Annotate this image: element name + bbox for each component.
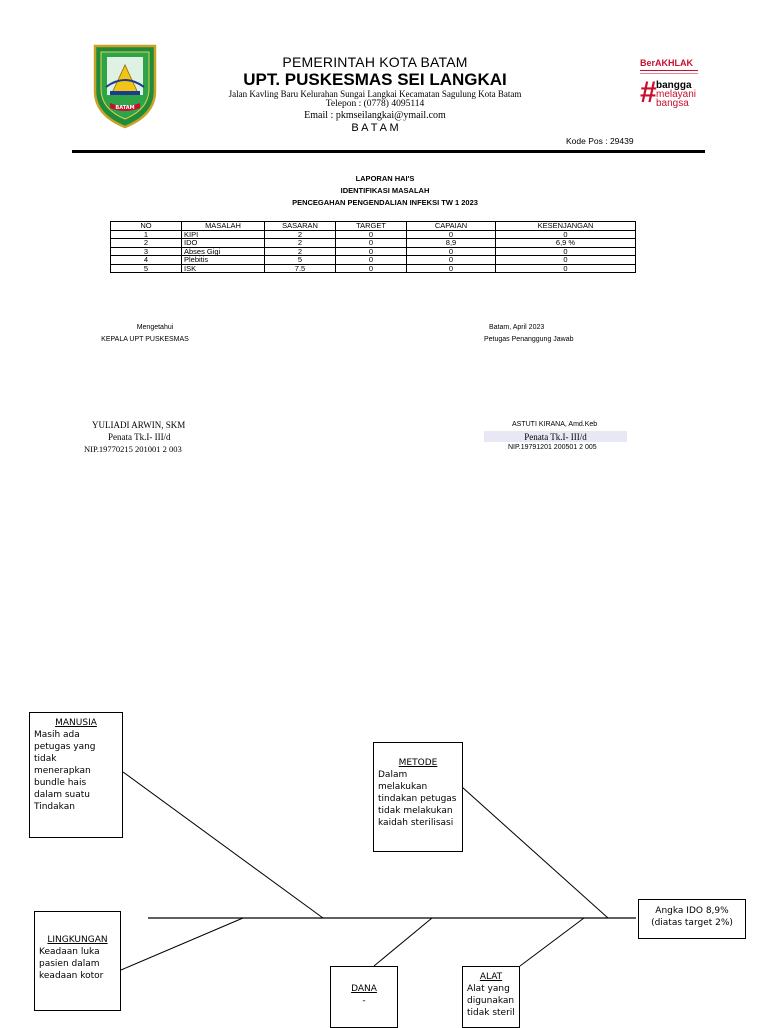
header-city: B A T A M	[351, 122, 399, 134]
cell-masalah: Plebitis	[182, 256, 265, 265]
header-gov: PEMERINTAH KOTA BATAM	[282, 54, 468, 70]
box-manusia	[29, 712, 123, 838]
cell-capaian: 0	[407, 256, 496, 265]
box-dana	[330, 966, 398, 1028]
cell-sasaran: 7.5	[265, 264, 336, 273]
bone-alat	[520, 918, 584, 966]
box-alat	[462, 966, 520, 1028]
cell-capaian: 0	[407, 230, 496, 239]
effect-line1: Angka IDO 8,9%	[655, 906, 729, 916]
sig-right-rank: Penata Tk.I- III/d	[524, 432, 587, 442]
cell-masalah: ISK	[182, 264, 265, 273]
dana-text: -	[362, 996, 366, 1006]
sig-left-name: YULIADI ARWIN, SKM	[92, 420, 186, 430]
bangga-line3: bangsa	[656, 98, 689, 109]
cell-target: 0	[336, 239, 407, 248]
lingkungan-text: Keadaan luka pasien dalam keadaan kotor	[39, 947, 104, 981]
report-title-1: LAPORAN HAI'S	[355, 174, 415, 183]
manusia-text: Masih ada petugas yang tidak menerapkan bundle hais dalam suatu Tindakan	[34, 730, 96, 812]
manusia-title: MANUSIA	[55, 718, 97, 728]
cell-kesenjangan: 0	[496, 247, 636, 256]
cell-target: 0	[336, 247, 407, 256]
sig-right-label1: Batam, April 2023	[489, 324, 545, 331]
bone-lingkungan	[121, 918, 243, 970]
cell-capaian: 0	[407, 247, 496, 256]
box-lingkungan	[34, 911, 121, 1011]
dana-title: DANA	[351, 984, 377, 994]
bone-manusia	[123, 772, 323, 918]
th-no: NO	[111, 222, 182, 231]
cell-kesenjangan: 0	[496, 256, 636, 265]
metode-text: Dalam melakukan tindakan petugas tidak melakukan kaidah sterilisasi	[378, 770, 457, 828]
sig-right-label2: Petugas Penanggung Jawab	[484, 336, 574, 343]
sig-left-label2: KEPALA UPT PUSKESMAS	[101, 336, 189, 343]
cell-capaian: 0	[407, 264, 496, 273]
sig-right-nip: NIP.19791201 200501 2 005	[508, 444, 597, 451]
cell-kesenjangan: 0	[496, 264, 636, 273]
cell-target: 0	[336, 230, 407, 239]
cell-no: 2	[111, 239, 182, 248]
report-title-2: IDENTIFIKASI MASALAH	[340, 186, 430, 195]
lingkungan-title: LINGKUNGAN	[47, 935, 108, 945]
box-effect	[638, 899, 746, 939]
header-address: Jalan Kavling Baru Kelurahan Sungai Langkai Kecamatan Sagulung Kota Batam	[228, 89, 522, 99]
cell-target: 0	[336, 264, 407, 273]
sig-right-name: ASTUTI KIRANA, Amd.Keb	[512, 421, 598, 428]
th-kesenjangan: KESENJANGAN	[496, 222, 636, 231]
cell-sasaran: 2	[265, 239, 336, 248]
cell-sasaran: 2	[265, 247, 336, 256]
header-postcode: Kode Pos : 29439	[566, 136, 634, 146]
th-capaian: CAPAIAN	[407, 222, 496, 231]
cell-masalah: Abses Gigi	[182, 247, 265, 256]
bangga-line2: melayani	[656, 89, 697, 100]
th-masalah: MASALAH	[182, 222, 265, 231]
sig-left-nip: NIP.19770215 201001 2 003	[84, 444, 182, 454]
bangga-line1: bangga	[656, 80, 692, 91]
header-org: UPT. PUSKESMAS SEI LANGKAI	[243, 70, 507, 89]
hashtag-icon: #	[640, 76, 657, 109]
cell-masalah: KIPI	[182, 230, 265, 239]
th-sasaran: SASARAN	[265, 222, 336, 231]
effect-line2: (diatas target 2%)	[651, 918, 733, 928]
cell-no: 1	[111, 230, 182, 239]
cell-no: 3	[111, 247, 182, 256]
cell-sasaran: 5	[265, 256, 336, 265]
cell-target: 0	[336, 256, 407, 265]
cell-masalah: IDO	[182, 239, 265, 248]
cell-sasaran: 2	[265, 230, 336, 239]
header-email: Email : pkmseilangkai@ymail.com	[304, 110, 446, 121]
cell-no: 4	[111, 256, 182, 265]
th-target: TARGET	[336, 222, 407, 231]
metode-title: METODE	[398, 758, 438, 768]
bone-metode	[462, 787, 608, 918]
emblem-label: BATAM	[115, 105, 135, 111]
bone-dana	[374, 918, 432, 966]
cell-kesenjangan: 0	[496, 230, 636, 239]
box-metode	[373, 742, 463, 852]
alat-title: ALAT	[479, 972, 503, 982]
alat-text: Alat yang digunakan tidak steril	[467, 984, 515, 1018]
header-phone: Telepon : (0778) 4095114	[325, 99, 425, 109]
berakhlak-label: BerAKHLAK	[640, 58, 694, 68]
report-title-3: PENCEGAHAN PENGENDALIAN INFEKSI TW 1 2023	[292, 198, 478, 207]
sig-left-rank: Penata Tk.I- III/d	[108, 432, 171, 442]
cell-no: 5	[111, 264, 182, 273]
cell-kesenjangan: 6,9 %	[496, 239, 636, 248]
cell-capaian: 8,9	[407, 239, 496, 248]
sig-left-label1: Mengetahui	[136, 324, 174, 331]
